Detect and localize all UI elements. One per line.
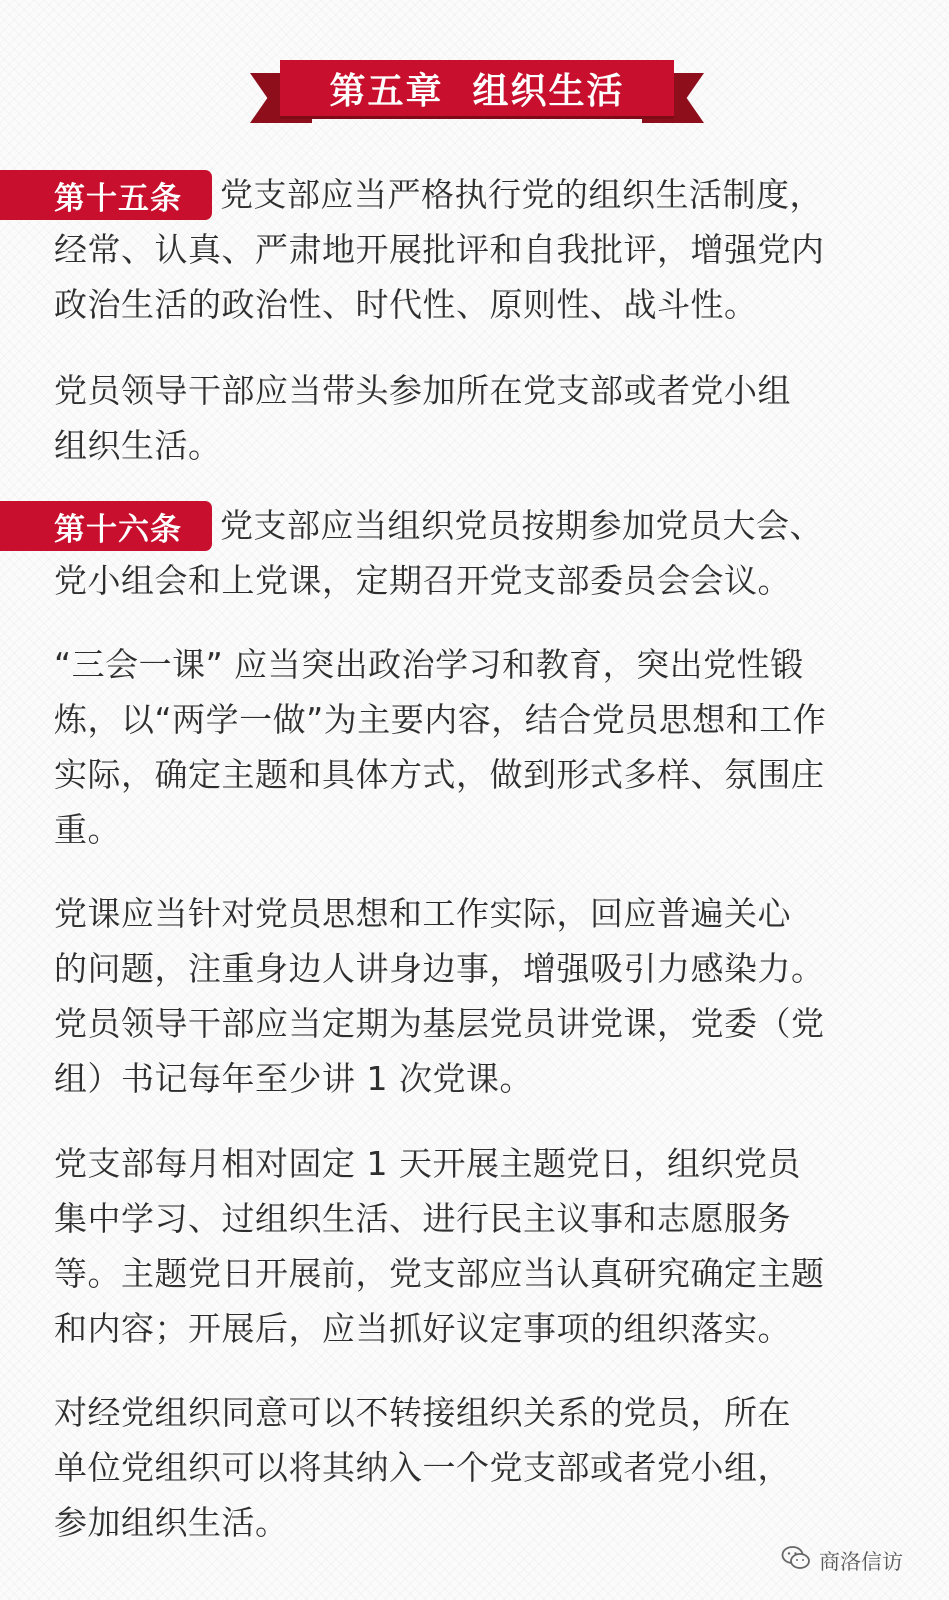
paragraph-line: 组）书记每年至少讲 1 次党课。 — [54, 1059, 533, 1098]
paragraph-line: 组织生活。 — [54, 426, 222, 465]
paragraph-line: 党课应当针对党员思想和工作实际，回应普遍关心 — [54, 894, 791, 933]
paragraph-line: 等。主题党日开展前，党支部应当认真研究确定主题 — [54, 1254, 825, 1293]
paragraph-line: “三会一课” 应当突出政治学习和教育，突出党性锻 — [54, 645, 804, 684]
paragraph-line: 党小组会和上党课，定期召开党支部委员会会议。 — [54, 561, 791, 600]
paragraph-line: 党员领导干部应当带头参加所在党支部或者党小组 — [54, 371, 791, 410]
paragraph-line: 和内容；开展后，应当抓好议定事项的组织落实。 — [54, 1309, 791, 1348]
paragraph-line: 炼，以“两学一做”为主要内容，结合党员思想和工作 — [54, 700, 827, 739]
paragraph — [54, 1385, 884, 1550]
paragraph-line: 的问题，注重身边人讲身边事，增强吸引力感染力。 — [54, 949, 825, 988]
paragraph-line: 集中学习、过组织生活、进行民主议事和志愿服务 — [54, 1199, 791, 1238]
paragraph — [54, 167, 884, 332]
paragraph — [54, 1136, 884, 1356]
article-label: 第十六条 — [0, 501, 212, 551]
paragraph-line: 单位党组织可以将其纳入一个党支部或者党小组， — [54, 1448, 791, 1487]
paragraph-line: 党支部每月相对固定 1 天开展主题党日，组织党员 — [54, 1144, 801, 1183]
article-label: 第十五条 — [0, 170, 212, 220]
paragraph-line: 经常、认真、严肃地开展批评和自我批评，增强党内 — [54, 230, 825, 269]
paragraph — [54, 637, 884, 857]
paragraph-line: 参加组织生活。 — [54, 1503, 289, 1542]
paragraph-line: 党员领导干部应当定期为基层党员讲党课，党委（党 — [54, 1004, 825, 1043]
paragraph — [54, 363, 884, 473]
banner-body — [280, 60, 674, 116]
paragraph-line: 党支部应当严格执行党的组织生活制度， — [220, 175, 823, 214]
paragraph — [54, 886, 884, 1106]
paragraph-line: 党支部应当组织党员按期参加党员大会、 — [220, 506, 823, 545]
chapter-title: 第五章 组织生活 — [329, 70, 625, 112]
watermark — [781, 1545, 903, 1576]
paragraph-line: 重。 — [54, 810, 121, 849]
chapter-banner — [262, 56, 692, 126]
paragraph-line: 实际，确定主题和具体方式，做到形式多样、氛围庄 — [54, 755, 825, 794]
paragraph-line: 政治生活的政治性、时代性、原则性、战斗性。 — [54, 285, 758, 324]
wechat-icon — [781, 1545, 811, 1576]
paragraph — [54, 498, 884, 608]
paragraph-line: 对经党组织同意可以不转接组织关系的党员，所在 — [54, 1393, 791, 1432]
watermark-text: 商洛信访 — [819, 1549, 903, 1574]
